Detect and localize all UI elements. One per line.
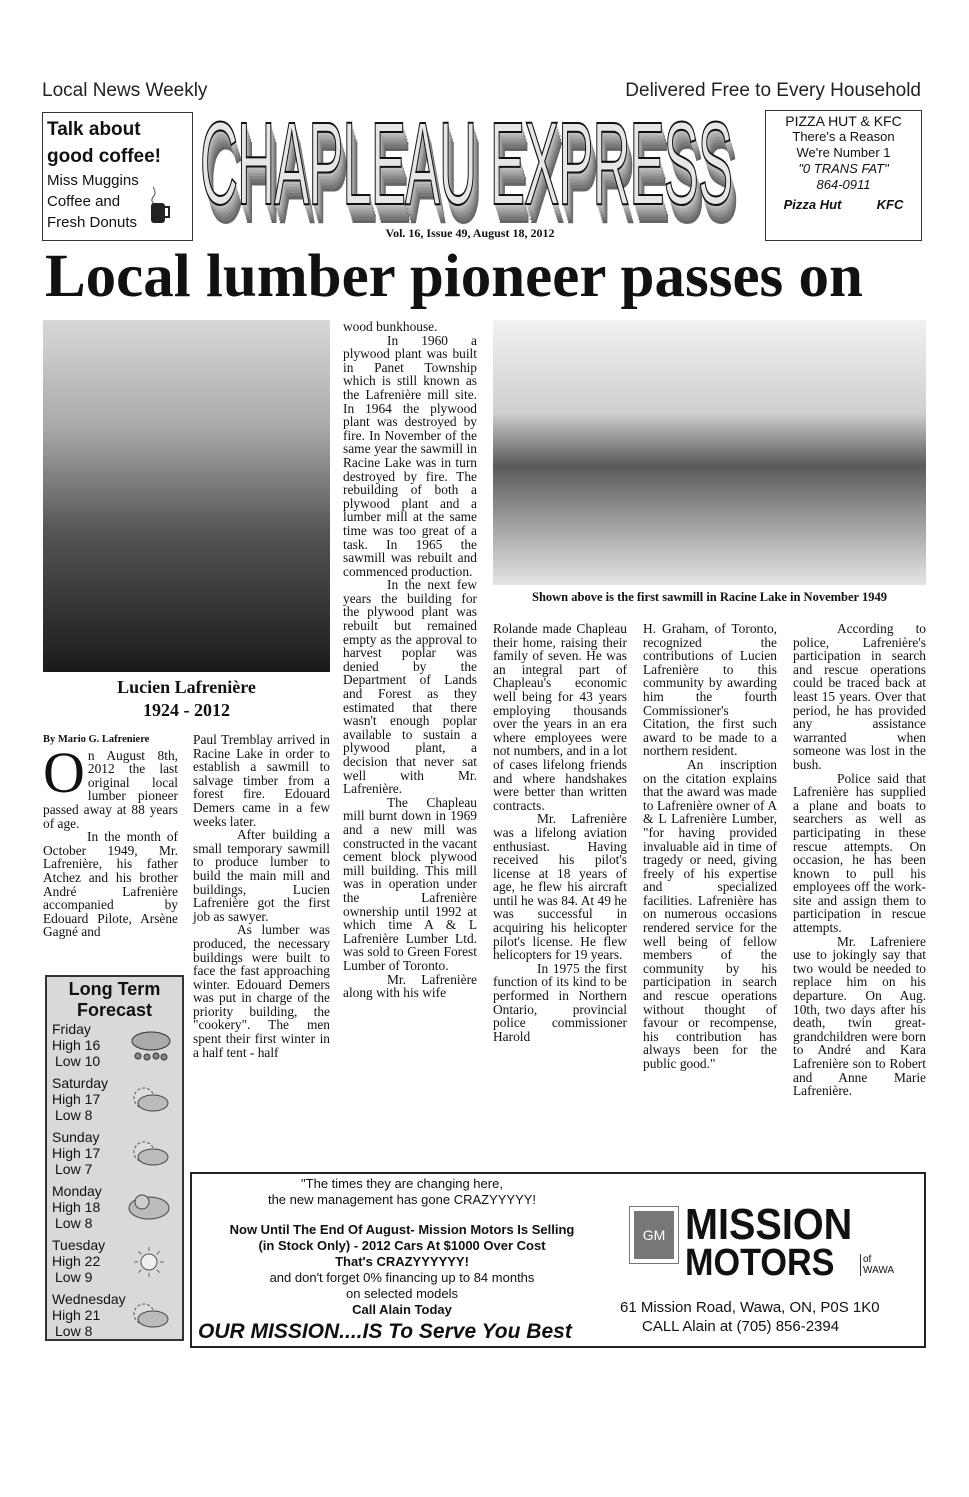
mission-motors-ad [190,1172,926,1348]
pizza-ad-title: PIZZA HUT & KFC [785,113,902,129]
coffee-ad-line: Miss Muggins [47,172,139,189]
article-paragraph: n August 8th, 2012 the last original local lumber pioneer passed away at 88 years of age. [43,747,178,831]
pizza-ad-line: We're Number 1 [796,145,891,160]
article-paragraph: H. Graham, of Toronto, recognized the contributions of Lucien Lafrenière to this community by awarding him the fourth Commissioner's Citation, the first such award to be made to a northern resident. [643,621,777,759]
ad-contact [620,1298,880,1336]
article-paragraph: Rolande made Chapleau their home, raising their family of seven. He was an integral part of Chapleau's economic well being for 43 years employing thousands over the years in an era where employees were not numbers, and in a lot of cases lifelong friends and where handshakes were better than written contracts. [493,621,627,813]
forecast-low: Low 8 [55,1107,93,1123]
mission-motors-logo [620,1182,910,1282]
masthead-title: CHAPLEAU EXPRESS [200,98,733,230]
ad-address: 61 Mission Road, Wawa, ON, P0S 1K0 [620,1299,880,1316]
coffee-ad-line: good coffee! [47,146,161,167]
drop-cap: O [43,739,85,805]
coffee-ad-line: Talk about [47,119,141,140]
forecast-title: Long Term Forecast [68,979,161,1020]
portrait-name: Lucien Lafrenière [117,677,256,697]
article-paragraph: As lumber was produced, the necessary buildings were built to face the fast approaching winter. Edouard Demers was put in charge of the priority building, the "cookery". The men spent their first winter in a half tent - half [193,922,330,1060]
article-column [493,622,627,1043]
forecast-day [47,1075,182,1129]
article-paragraph: In the next few years the building for the plywood plant was rebuilt but remained empty as the approval to harvest poplar was denied by the Department of Lands and Forest as they estimated that there wasn't enough poplar available to sustain a plywood plant, a decision that never sat well with Mr. Lafrenière. [343,577,477,797]
issue-info: Vol. 16, Issue 49, August 18, 2012 [385,226,555,240]
coffee-ad-line: Fresh Donuts [47,214,138,231]
cloudy-icon [126,1191,172,1225]
ad-offer: Now Until The End Of August- Mission Motors Is Selling [229,1222,575,1237]
forecast-day: Friday [52,1021,91,1037]
forecast-day [47,1021,182,1075]
article-column [343,320,477,1000]
article-paragraph: After building a small temporary sawmill to produce lumber to build the main mill and buildings, Lucien Lafrenière got the first job as sawyer. [193,827,330,924]
ad-quote: the new management has gone CRAZYYYYY! [267,1192,537,1207]
weather-forecast [45,975,184,1341]
rain-cloud-icon [126,1029,172,1063]
gm-logo: GM [630,1207,678,1263]
forecast-high: High 21 [52,1307,101,1323]
forecast-day [47,1291,182,1345]
forecast-day: Tuesday [52,1237,106,1253]
pizza-hut-logo: Pizza Hut [783,197,842,212]
pizza-ad-phone: 864-0911 [816,177,871,192]
article-column [793,622,926,1098]
ad-quote: "The times they are changing here, [301,1176,503,1191]
forecast-high: High 17 [52,1091,101,1107]
ad-slogan: OUR MISSION....IS To Serve You Best [198,1320,572,1343]
partly-sunny-icon [126,1083,172,1117]
ad-financing: on selected models [345,1286,458,1301]
forecast-low: Low 9 [55,1269,93,1285]
forecast-day: Wednesday [52,1291,126,1307]
sunny-icon [126,1245,172,1279]
article-paragraph: In 1975 the first function of its kind to be performed in Northern Ontario, provincial police commissioner Harold [493,960,627,1044]
kfc-logo: KFC [876,197,904,212]
forecast-day: Sunday [52,1129,100,1145]
forecast-day [47,1237,182,1291]
brand-of: of [863,1254,872,1265]
ad-offer: (in Stock Only) - 2012 Cars At $1000 Over Cost [258,1238,546,1253]
pizza-ad-line: "0 TRANS FAT" [798,161,889,176]
article-paragraph: According to police, Lafrenière's participation in search and rescue operations could be traced back at least 15 years. Over that period, he has provided any assistance warranted when someone was lost in the bush. [793,621,926,772]
forecast-day: Saturday [52,1075,109,1091]
article-column [643,622,777,1071]
partly-sunny-icon [126,1299,172,1333]
masthead [200,96,760,230]
forecast-low: Low 8 [55,1215,93,1231]
ad-financing: and don't forget 0% financing up to 84 months [269,1270,535,1285]
tagline-left: Local News Weekly [42,80,208,101]
article-paragraph: Mr. Lafreniere use to jokingly say that two would be needed to replace him on his departure. On Aug. 10th, two days after his death, twin great-grandchildren were born to André and Kara Lafrenière son to Robert and Anne Marie Lafrenière. [793,933,926,1099]
article-paragraph: An inscription on the citation explains that the award was made to Lafrenière owner of A & L Lafrenière Lumber, "for having provided invaluable aid in time of tragedy or need, giving freely of his expertise and specialized facilities. Lafrenière has on numerous occasions rendered service for the well being of fellow members of the community by his participation in search and rescue operations without thought of favour or recompense, his contribution has always been for the public good." [643,756,777,1071]
forecast-low: Low 7 [55,1161,93,1177]
forecast-high: High 17 [52,1145,101,1161]
article-paragraph: Paul Tremblay arrived in Racine Lake in order to establish a sawmill to salvage timber from a forest fire. Edouard Demers came in a few weeks later. [193,732,330,829]
brand-motors: MOTORS [685,1242,835,1284]
coffee-mug-icon [147,185,173,225]
headline: Local lumber pioneer passes on [45,243,863,310]
ad-phone: CALL Alain at (705) 856-2394 [642,1318,840,1335]
forecast-high: High 18 [52,1199,101,1215]
article-column [43,733,178,939]
forecast-day: Monday [52,1183,102,1199]
article-paragraph: Mr. Lafrenière was a lifelong aviation enthusiast. Having received his pilot's license at 18 years of age, he flew his aircraft until he was 84. At 49 he was successful in acquiring his helicopter pilot's license. He flew helicopters for 19 years. [493,811,627,963]
coffee-ad-line: Coffee and [47,193,121,210]
ad-offer: That's CRAZYYYYYY! [335,1254,469,1269]
article-paragraph: The Chapleau mill burnt down in 1969 and a new mill was constructed in the vacant cement block plywood mill building. This mill was in operation under the Lafrenière ownership until 1992 at which time A & L Lafrenière Lumber Ltd. was sold to Green Forest Lumber of Toronto. [343,794,477,973]
article-column [193,733,330,1059]
article-paragraph: Police said that Lafrenière has supplied a plane and boats to searchers as well as participating in these rescue attempts. On occasion, he has been known to pull his employees off the work-site and assign them to participation in rescue attempts. [793,770,926,936]
brand-location [860,1254,894,1276]
article-paragraph: wood bunkhouse. [343,319,438,334]
brand-mission: MISSION [685,1200,853,1249]
forecast-low: Low 8 [55,1323,93,1339]
forecast-high: High 22 [52,1253,101,1269]
brand-place: WAWA [863,1265,895,1276]
forecast-high: High 16 [52,1037,101,1053]
forecast-day [47,1129,182,1183]
article-paragraph: In 1960 a plywood plant was built in Panet Township which is still known as the Lafrenière mill site. In 1964 the plywood plant was destroyed by fire. In November of the same year the sawmill in Racine Lake was in turn destroyed by fire. The rebuilding of both a plywood plant and a lumber mill at the same time was too great of a task. In 1965 the sawmill was rebuilt and commenced production. [343,332,477,579]
ad-call: Call Alain Today [352,1302,452,1317]
tagline-right: Delivered Free to Every Household [625,80,921,101]
forecast-day [47,1183,182,1237]
partly-sunny-icon [126,1137,172,1171]
pizza-kfc-ad [765,110,922,241]
byline: By Mario G. Lafreniere [43,734,150,745]
sawmill-caption: Shown above is the first sawmill in Racine Lake in November 1949 [532,590,887,604]
portrait-photo [43,320,330,672]
portrait-years: 1924 - 2012 [143,700,230,720]
sawmill-photo [493,320,926,585]
pizza-ad-line: There's a Reason [792,129,895,144]
article-paragraph: In the month of October 1949, Mr. Lafrenière, his father Atchez and his brother André Lafrenière accompanied by Edouard Pilote, Arsène Gagné and [43,829,178,940]
forecast-low: Low 10 [55,1053,101,1069]
coffee-ad [42,112,193,241]
portrait-caption [43,676,330,722]
article-paragraph: Mr. Lafrenière along with his wife [343,971,477,1001]
